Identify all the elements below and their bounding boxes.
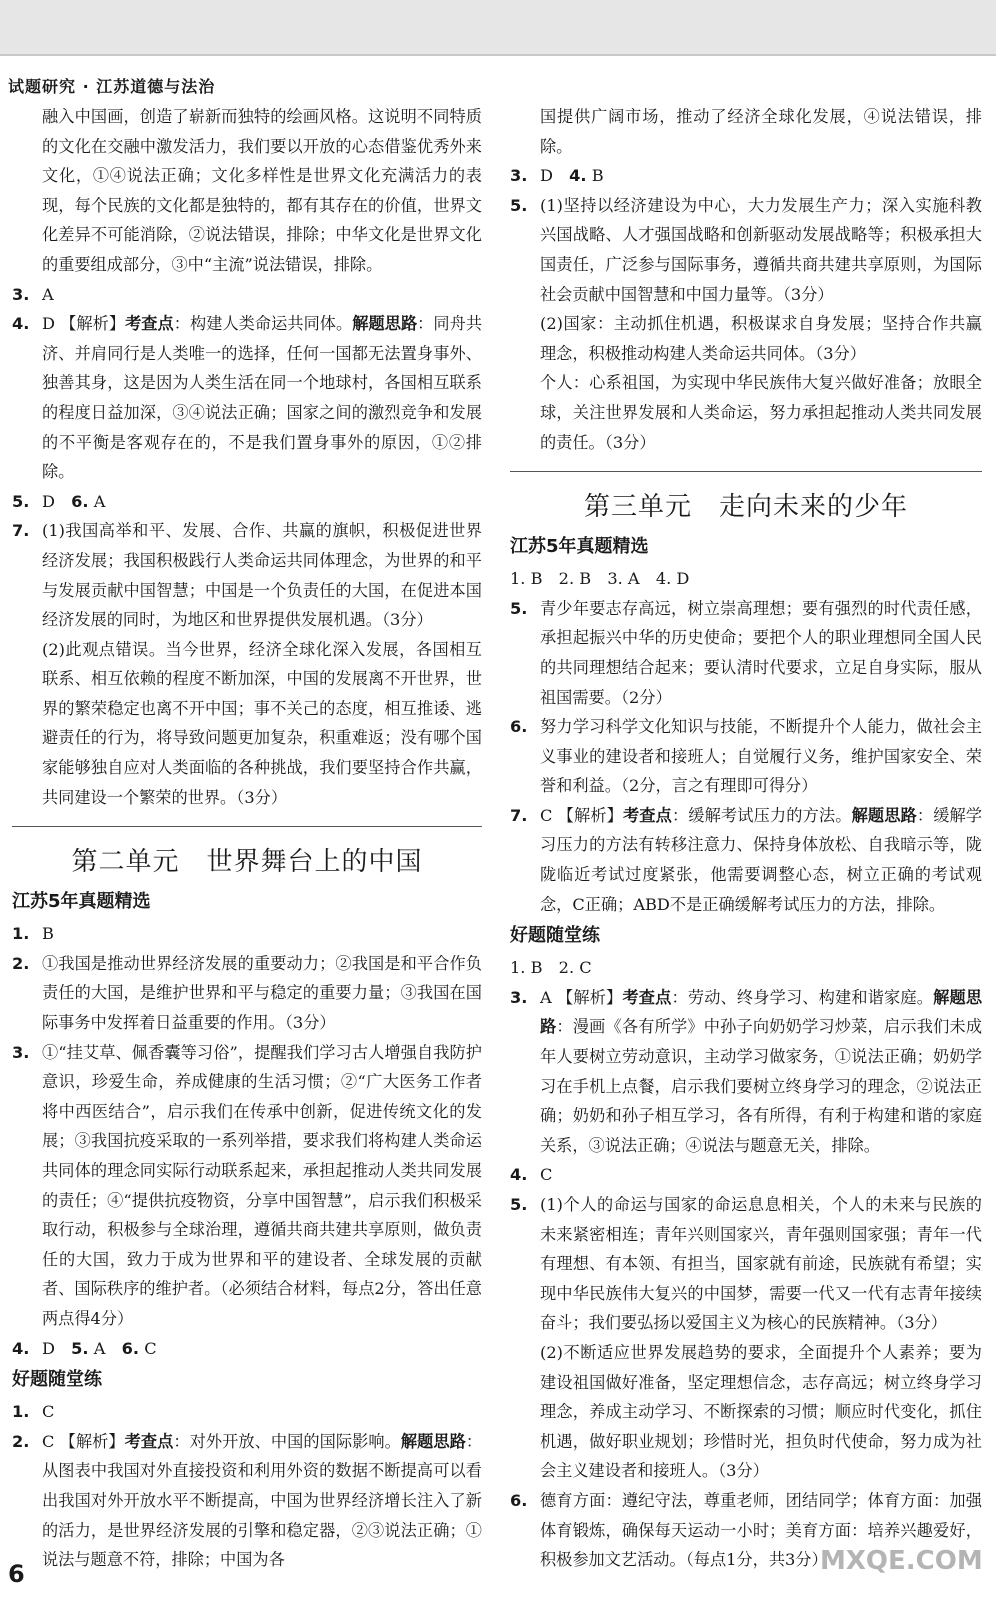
top-divider [0, 54, 996, 56]
answer-number: 6. [510, 717, 528, 737]
answer-5-part2: (2)不断适应世界发展趋势的要求，全面提升个人素养；要为建设祖国做好准备，坚定理想信念，志存高远；树立终身学习理念，养成主动学习、不断探索的习惯；顺应时代变化，抓住机遇，做好职业规划；珍惜时光，担负时代使命，努力成为社会主义建设者和接班人。（3分） [540, 1342, 982, 1481]
page-header: 试题研究 · 江苏道德与法治 [8, 77, 216, 96]
answer-number: 3. [12, 1042, 30, 1062]
answer-number: 5. [12, 491, 30, 511]
answer-6: 6. 努力学习科学文化知识与技能，不断提升个人能力，做社会主义事业的建设者和接班人；自觉履行义务，维护国家安全、荣誉和利益。（2分，言之有理即可得分） [510, 712, 982, 801]
section-heading: 好题随堂练 [12, 1369, 102, 1391]
answer-number: 5. [510, 1195, 528, 1214]
answer-number: 5. [510, 598, 528, 618]
answer-number: 4. [12, 314, 30, 334]
answer-5-part3: 个人：心系祖国，为实现中华民族伟大复兴做好准备；放眼全球，关注世界发展和人类命运，努力承担起推动人类共同发展的责任。（3分） [540, 373, 982, 452]
answer-2: 2. C 【解析】考查点：对外开放、中国的国际影响。解题思路：从图表中我国对外直接投资和利用外资的数据不断提高可以看出我国对外开放水平不断提高，中国为世界经济增长注入了新的活力，是世界经济发展的引擎和稳定器，②③说法正确；①说法与题意不符，排除；中国为各 [12, 1427, 482, 1575]
answer-1: 1. C [12, 1397, 482, 1427]
right-continued-paragraph: 国提供广阔市场，推动了经济全球化发展，④说法错误，排除。 [540, 107, 982, 156]
answer-3: 3. ①“挂艾草、佩香囊等习俗”，提醒我们学习古人增强自我防护意识，珍爱生命，养成健康的生活习惯；②“广大医务工作者将中西医结合”，启示我们在传承中创新，促进传统文化的发展；③我国抗疫采取的一系列举措，要求我们将构建人类命运共同体的理念同实际行动联系起来，承担起推动人类共同发展的责任；④“提供抗疫物资，分享中国智慧”，启示我们积极采取行动，积极参与全球治理，遵循共商共建共享原则，做负责任的大国，致力于成为世界和平的建设者、全球发展的贡献者、国际秩序的维护者。（必须结合材料，每点2分，答出任意两点得4分） [12, 1038, 482, 1334]
left-continued-paragraph: 融入中国画，创造了崭新而独特的绘画风格。这说明不同特质的文化在交融中激发活力，我们要以开放的心态借鉴优秀外来文化，①④说法正确；文化多样性是世界文化充满活力的表现，每个民族的文化都是独特的，都有其存在的价值，世界文化差异不可能消除，②说法错误，排除；中华文化是世界文化的重要组成部分，③中“主流”说法错误，排除。 [42, 107, 482, 274]
answer-5: 5. (1)坚持以经济建设为中心，大力发展生产力；深入实施科教兴国战略、人才强国战略和创新驱动发展战略等；积极承担大国责任，广泛参与国际事务，遵循共商共建共享原则，为国际社会贡献中国智慧和中国力量等。（3分） [510, 191, 982, 309]
answer-number: 7. [12, 521, 30, 541]
answer-number: 2. [12, 953, 30, 973]
answer-5-6: 5. D 6. A [12, 487, 482, 517]
section-heading: 好题随堂练 [510, 925, 600, 947]
answer-5: 5. 青少年要志存高远，树立崇高理想；要有强烈的时代责任感，承担起振兴中华的历史使命；要把个人的职业理想同全国人民的共同理想结合起来；要认清时代要求，立足自身实际，服从祖国需要。（2分） [510, 594, 982, 712]
left-column [12, 102, 482, 1575]
answer-5: 5. (1)个人的命运与国家的命运息息相关，个人的未来与民族的未来紧密相连；青年兴则国家兴，青年强则国家强；青年一代有理想、有本领、有担当，国家就有前途，民族就有希望；实现中华民族伟大复兴的中国梦，需要一代又一代有志青年接续奋斗；我们要弘扬以爱国主义为核心的民族精神。（3分） [510, 1190, 982, 1338]
answer-2: 2. ①我国是推动世界经济发展的重要动力；②我国是和平合作负责任的大国，是维护世界和平与稳定的重要力量；③我国在国际事务中发挥着日益重要的作用。（3分） [12, 949, 482, 1038]
section-heading: 江苏5年真题精选 [510, 536, 649, 558]
right-column [510, 102, 982, 1575]
answer-number: 3. [510, 987, 528, 1007]
answer-1: 1. B [12, 919, 482, 949]
page-number: 6 [8, 1560, 25, 1588]
answer-number: 3. [510, 166, 528, 186]
answer-3: 3. A [12, 280, 482, 310]
answer-7: 7. C 【解析】考查点：缓解考试压力的方法。解题思路：缓解学习压力的方法有转移注意力、保持身体放松、自我暗示等，陇陇临近考试过度紧张，他需要调整心态，树立正确的考试观念，C正确；ABD不是正确缓解考试压力的方法，排除。 [510, 801, 982, 919]
answer-number: 7. [510, 805, 528, 825]
top-scan-band [0, 0, 996, 56]
answer-5-part2: (2)国家：主动抓住机遇，积极谋求自身发展；坚持合作共赢理念，积极推动构建人类命运共同体。（3分） [540, 314, 982, 363]
section-divider [12, 826, 482, 827]
answer-1-2: 1. B 2. C [510, 958, 592, 978]
answer-number: 1. [12, 924, 30, 944]
answer-number: 4. [12, 1338, 30, 1358]
answer-number: 1. [12, 1402, 30, 1422]
section-heading: 江苏5年真题精选 [12, 891, 151, 913]
answer-4: 4. D 【解析】考查点：构建人类命运共同体。解题思路：同舟共济、并肩同行是人类唯一的选择，任何一国都无法置身事外、独善其身，这是因为人类生活在同一个地球村，各国相互联系的程度日益加深，③④说法正确；国家之间的激烈竞争和发展的不平衡是客观存在的，不是我们置身事外的原因，①②排除。 [12, 309, 482, 487]
answer-4: 4. C [510, 1160, 982, 1190]
answer-number: 6. [510, 1490, 528, 1510]
answer-number: 5. [510, 195, 528, 215]
unit-title: 第三单元 走向未来的少年 [583, 492, 908, 523]
answer-7: 7. (1)我国高举和平、发展、合作、共赢的旗帜，积极促进世界经济发展；我国积极践行人类命运共同体理念，为世界的和平与发展贡献中国智慧；中国是一个负责任的大国，在促进本国经济发展的同时，为地区和世界提供发展机遇。（3分） [12, 516, 482, 634]
answer-number: 3. [12, 284, 30, 304]
section-divider [510, 471, 982, 472]
watermark-logo: MXQE.COM [820, 1546, 983, 1576]
answer-number: 2. [12, 1431, 30, 1451]
answer-1-4: 1. B 2. B 3. A 4. D [510, 569, 690, 589]
answer-4-5-6: 4. D 5. A 6. C [12, 1334, 482, 1364]
answer-3: 3. A 【解析】考查点：劳动、终身学习、构建和谐家庭。解题思路：漫画《各有所学》中孙子向奶奶学习炒菜，启示我们未成年人要树立劳动意识，主动学习做家务，①说法正确；奶奶学习在手机上点餐，启示我们要树立终身学习的理念，②说法正确；奶奶和孙子相互学习，各有所得，有利于构建和谐的家庭关系，③说法正确；④说法与题意无关，排除。 [510, 983, 982, 1161]
unit-title: 第二单元 世界舞台上的中国 [71, 847, 423, 878]
answer-number: 4. [510, 1165, 528, 1185]
answer-7-part2: (2)此观点错误。当今世界，经济全球化深入发展，各国相互联系、相互依赖的程度不断加深，中国的发展离不开世界，世界的繁荣稳定也离不开中国；事不关己的态度，相互推诿、逃避责任的行为，将导致问题更加复杂，积重难返；没有哪个国家能够独自应对人类面临的各种挑战，我们要坚持合作共赢，共同建设一个繁荣的世界。（3分） [42, 639, 482, 807]
answer-3-4: 3. D 4. B [510, 161, 982, 191]
answer-6: 6. 德育方面：遵纪守法，尊重老师，团结同学；体育方面：加强体育锻炼，确保每天运动一小时；美育方面：培养兴趣爱好，积极参加文艺活动。（每点1分，共3分） [510, 1486, 982, 1575]
